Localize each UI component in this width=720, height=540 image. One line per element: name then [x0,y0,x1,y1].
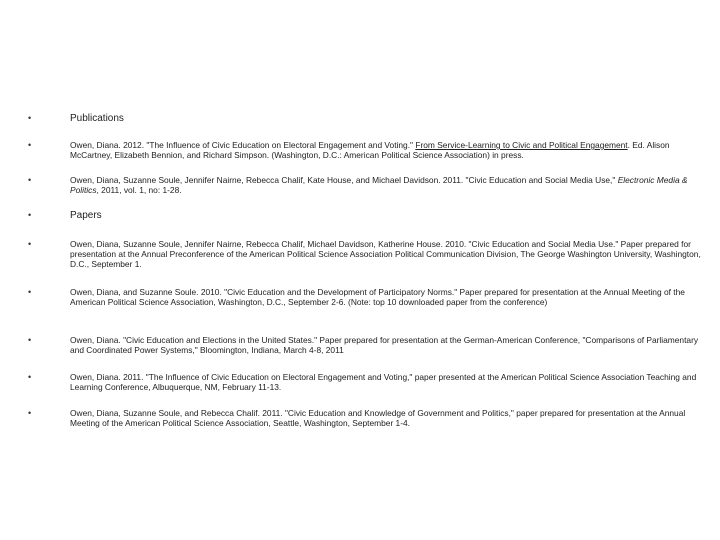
bullet: • [28,239,32,249]
bullet: • [28,372,32,382]
citation-tail: . Ed. Alison McCartney, Elizabeth Bennion, and Richard Simpson. (Washington, D.C.: American Political Science Association) in press. [70,140,670,160]
citation [70,175,706,195]
journal-title: Electronic Media & Politics [70,175,688,195]
citation: Owen, Diana. "Civic Education and Elections in the United States." Paper prepared for presentation at the German-American Conference, "Comparisons of Parliamentary and Coordinated Power Systems," Bloomington, Indiana, March 4-8, 2011 [70,335,699,355]
list-item-papers-heading [28,210,708,222]
bullet: • [28,210,32,220]
bullet: • [28,113,32,123]
bullet: • [28,287,32,297]
list-item [28,335,708,355]
list-item [28,239,708,269]
section-heading: Papers [70,210,102,221]
bullet: • [28,335,32,345]
list-item [28,175,708,195]
book-title: From Service-Learning to Civic and Political Engagement [415,140,628,150]
citation: Owen, Diana, and Suzanne Soule. 2010. "Civic Education and the Development of Participatory Norms." Paper prepared for presentation at the Annual Meeting of the American Political Science Association, Washington, D.C., September 2-6. (Note: top 10 downloaded paper from the conference) [70,287,685,307]
list-item [28,287,708,307]
bullet: • [28,175,32,185]
bullet: • [28,408,32,418]
list-item-publications-heading [28,113,708,125]
citation: Owen, Diana. 2011. "The Influence of Civic Education on Electoral Engagement and Voting," paper presented at the American Political Science Association Teaching and Learning Conference, Albuquerque, NM, February 11-13. [70,372,697,392]
citation-tail: , 2011, vol. 1, no: 1-28. [96,185,182,195]
list-item [28,372,708,392]
citation: Owen, Diana, Suzanne Soule, and Rebecca Chalif. 2011. "Civic Education and Knowledge of Government and Politics," paper prepared for presentation at the Annual Meeting of the American Political Science Association, Seattle, Washington, September 1-4. [70,408,686,428]
section-heading: Publications [70,113,124,124]
list-item [28,408,708,428]
bullet: • [28,140,32,150]
citation: Owen, Diana, Suzanne Soule, Jennifer Nairne, Rebecca Chalif, Michael Davidson, Katherine House. 2010. "Civic Education and Social Media Use." Paper prepared for presentation at the Annual Preconference of the American Political Science Association Political Communication Division, The George Washington University, Washington, D.C., September 1. [70,239,701,269]
citation-lead: Owen, Diana. 2012. "The Influence of Civic Education on Electoral Engagement and Voting." [70,140,416,150]
citation-lead: Owen, Diana, Suzanne Soule, Jennifer Nairne, Rebecca Chalif, Kate House, and Michael Davidson. 2011. "Civic Education and Social Media Use," [70,175,618,185]
citation [70,140,706,160]
list-item [28,140,708,160]
